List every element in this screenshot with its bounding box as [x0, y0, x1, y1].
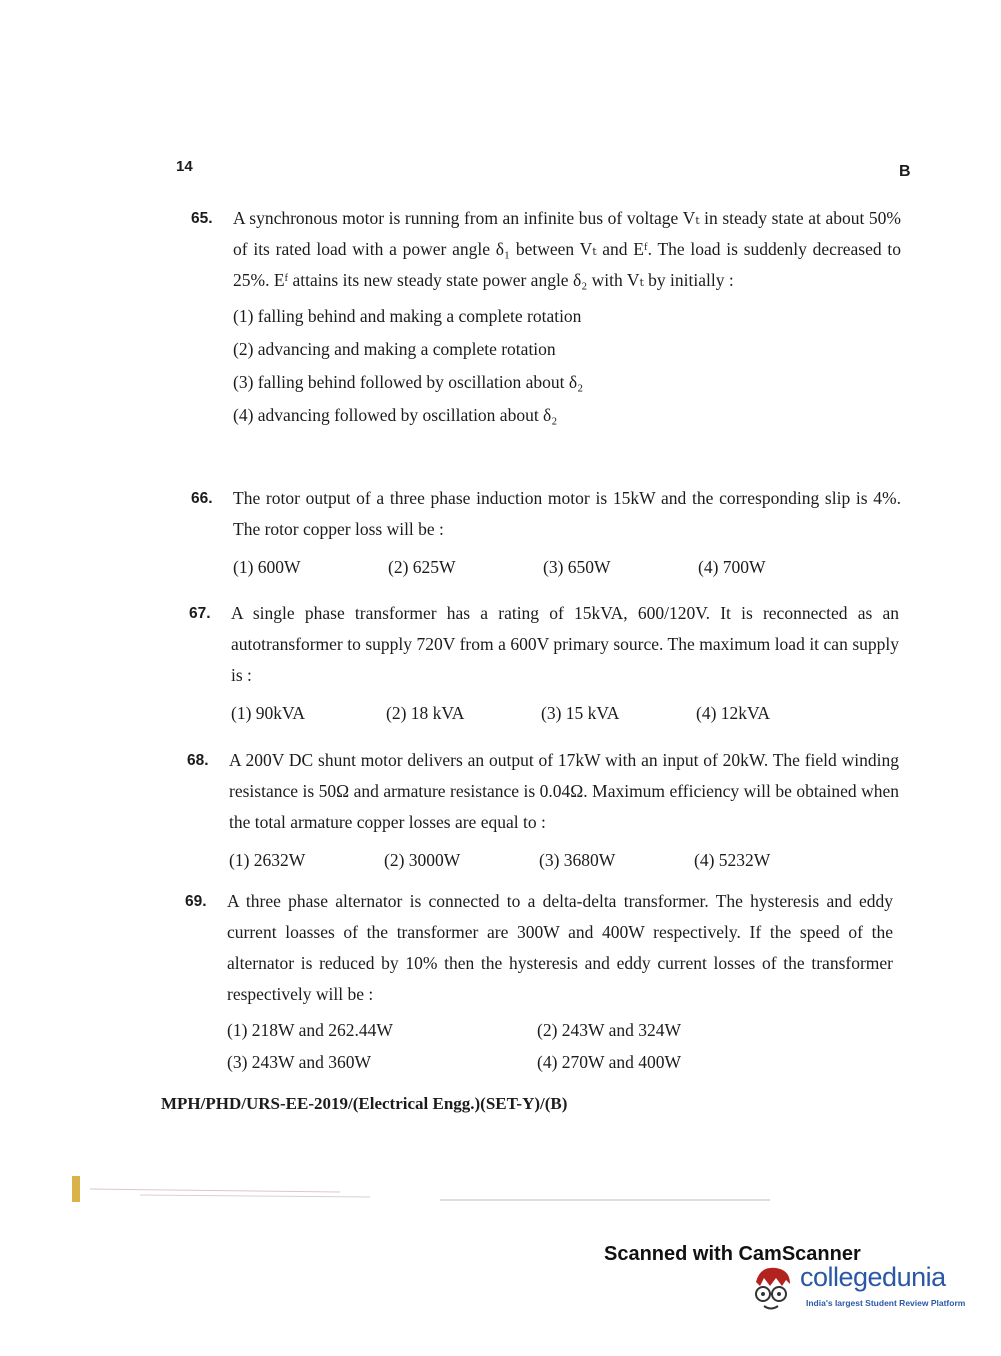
question-text: A three phase alternator is connected to a delta-delta transformer. The hysteresis and eddy current loasses of the transformer are 300W and 400W respectively. If the speed of the alternator is reduced by 10% then the hysteresis and eddy current losses of the transformer respectively will be :	[227, 891, 893, 1004]
options-list	[227, 1014, 893, 1078]
option: (1) 2632W	[229, 850, 306, 870]
question-67	[189, 598, 899, 731]
question-66	[191, 483, 901, 585]
mascot-icon	[746, 1262, 798, 1314]
option: (4) 700W	[698, 557, 766, 577]
option: (3) 650W	[543, 557, 611, 577]
options-list	[233, 300, 901, 432]
option: (1) falling behind and making a complete rotation	[233, 306, 582, 326]
option: (2) advancing and making a complete rotation	[233, 339, 556, 359]
scan-artifact-lines	[80, 1183, 780, 1203]
question-text: The rotor output of a three phase induction motor is 15kW and the corresponding slip is 4%. The rotor copper loss will be :	[233, 488, 901, 539]
option: (4) advancing followed by oscillation about δ₂	[233, 405, 558, 425]
option: (1) 218W and 262.44W	[227, 1020, 393, 1040]
options-list	[229, 842, 899, 878]
scanner-watermark: Scanned with CamScanner	[604, 1243, 861, 1265]
brand-tagline: India's largest Student Review Platform	[806, 1298, 966, 1308]
options-list	[231, 695, 899, 731]
question-68	[187, 745, 899, 878]
question-number: 69.	[185, 893, 207, 910]
question-number: 68.	[187, 752, 209, 769]
question-65	[191, 203, 901, 432]
question-text: A synchronous motor is running from an infinite bus of voltage Vₜ in steady state at about 50% of its rated load with a power angle δ₁ between Vₜ and Eᶠ. The load is suddenly decreased to 25%. Eᶠ attains its new steady state power angle δ₂ with Vₜ by initially :	[233, 208, 901, 290]
option: (2) 243W and 324W	[537, 1020, 682, 1040]
scan-artifact	[72, 1176, 80, 1202]
option: (2) 18 kVA	[386, 703, 465, 723]
options-list	[233, 549, 901, 585]
option: (4) 12kVA	[696, 703, 771, 723]
question-text: A single phase transformer has a rating of 15kVA, 600/120V. It is reconnected as an autotransformer to supply 720V from a 600V primary source. The maximum load it can supply is :	[231, 603, 899, 685]
question-text: A 200V DC shunt motor delivers an output of 17kW with an input of 20kW. The field winding resistance is 50Ω and armature resistance is 0.04Ω. Maximum efficiency will be obtained when the total armature copper losses are equal to :	[229, 750, 899, 832]
option: (3) 243W and 360W	[227, 1052, 372, 1072]
option: (4) 270W and 400W	[537, 1052, 682, 1072]
option: (4) 5232W	[694, 850, 771, 870]
option: (3) 3680W	[539, 850, 616, 870]
question-69	[185, 886, 893, 1078]
question-number: 65.	[191, 210, 213, 227]
option: (2) 625W	[388, 557, 456, 577]
option: (1) 600W	[233, 557, 301, 577]
question-number: 67.	[189, 605, 211, 622]
page-number: 14	[176, 158, 193, 175]
paper-code: MPH/PHD/URS-EE-2019/(Electrical Engg.)(SET-Y)/(B)	[161, 1094, 568, 1113]
set-letter: B	[899, 163, 911, 180]
option: (3) 15 kVA	[541, 703, 620, 723]
option: (2) 3000W	[384, 850, 461, 870]
question-number: 66.	[191, 490, 213, 507]
brand-logo-text: collegedunia	[800, 1262, 946, 1292]
option: (3) falling behind followed by oscillation about δ₂	[233, 372, 584, 392]
option: (1) 90kVA	[231, 703, 306, 723]
